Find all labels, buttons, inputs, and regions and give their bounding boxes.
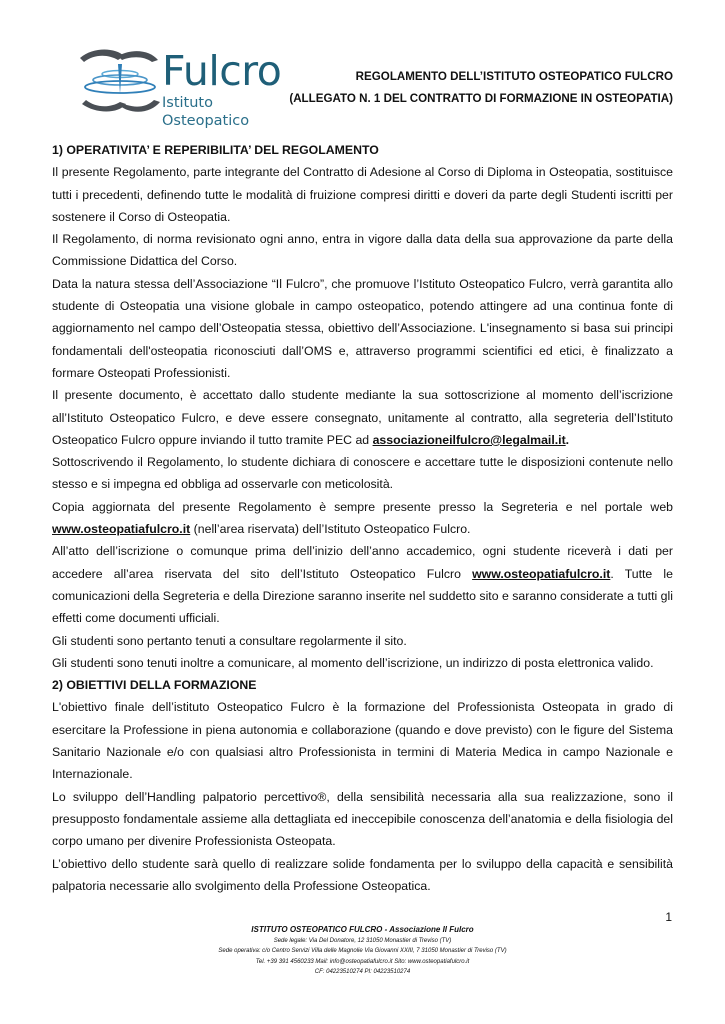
- paragraph-text: . Tutte le comunicazioni della Segreteria e della Direzione saranno inserite nel suddetto sito e saranno considerate a tutti gli effetti come documenti ufficiali.: [52, 566, 673, 626]
- document-title-line1: REGOLAMENTO DELL’ISTITUTO OSTEOPATICO FULCRO: [355, 70, 673, 83]
- footer-line: Tel. +39 391 4560233 Mail: info@osteopatiafulcro.it Sito: www.osteopatiafulcro.it: [255, 958, 470, 965]
- pec-email-link[interactable]: associazioneilfulcro@legalmail.it: [372, 432, 566, 447]
- section2-paragraph: Lo sviluppo dell’Handling palpatorio percettivo®, della sensibilità necessaria alla sua realizzazione, sono il presupposto fondamentale assieme alla dettagliata ed ineccepibile conoscenza dell’anatomia e della fisiologia del corpo umano per divenire Professionista Osteopata.: [52, 789, 673, 849]
- section2-heading: 2) OBIETTIVI DELLA FORMAZIONE: [52, 678, 257, 693]
- footer-title: ISTITUTO OSTEOPATICO FULCRO - Associazione Il Fulcro: [251, 925, 474, 934]
- section1-paragraph: Il Regolamento, di norma revisionato ogni anno, entra in vigore dalla data della sua approvazione da parte della Commissione Didattica del Corso.: [52, 232, 673, 269]
- section1-paragraph: [52, 496, 673, 541]
- logo: [78, 44, 283, 129]
- footer-line: Sede legale: Via Del Donatore, 12 31050 Monastier di Treviso (TV): [273, 937, 452, 944]
- section1-heading: 1) OPERATIVITA’ E REPERIBILITA’ DEL REGOLAMENTO: [52, 143, 379, 157]
- paragraph-text: Il presente documento, è accettato dallo studente mediante la sua sottoscrizione al momento dell’iscrizione all’Istituto Osteopatico Fulcro, e deve essere consegnato, unitamente al contratto, alla segreteria dell’Istituto Osteopatico Fulcro oppure inviando il tutto tramite PEC ad: [52, 388, 673, 447]
- section1-paragraph: Data la natura stessa dell’Associazione “Il Fulcro”, che promuove l’Istituto Osteopatico Fulcro, verrà garantita allo studente di Osteopatia una visione globale in campo osteopatico, potendo attingere ad una continua fonte di aggiornamento nel campo dell’Osteopatia stessa, obiettivo dell’Associazione. L'insegnamento si basa sui principi fondamentali dell'osteopatia riconosciuti dall’OMS e, attraverso programmi scientifici ed etici, è finalizzato a formare Osteopati Professionisti.: [52, 276, 673, 380]
- hands-water-icon: [78, 44, 162, 122]
- section1-paragraph: Sottoscrivendo il Regolamento, lo studente dichiara di conoscere e accettare tutte le disposizioni contenute nello stesso e si impegna ed obbliga ad osservarle con meticolosità.: [52, 455, 673, 492]
- section1-paragraph: [52, 384, 673, 451]
- document-body: [52, 139, 673, 897]
- section1-paragraph: Gli studenti sono pertanto tenuti a consultare regolarmente il sito.: [52, 633, 407, 648]
- footer: [0, 925, 725, 978]
- paragraph-text: (nell’area riservata) dell’Istituto Osteopatico Fulcro.: [190, 522, 471, 537]
- website-link[interactable]: www.osteopatiafulcro.it: [52, 522, 191, 537]
- paragraph-text: Copia aggiornata del presente Regolamento è sempre presente presso la Segreteria e nel portale web: [52, 499, 673, 514]
- section1-paragraph: [52, 540, 673, 629]
- paragraph-text: .: [565, 432, 570, 447]
- section2-paragraph: L'obiettivo finale dell’istituto Osteopatico Fulcro è la formazione del Professionista Osteopata in grado di esercitare la Professione in piena autonomia e collaborazione (quando e dove previsto) con le figure del Sistema Sanitario Nazionale e/o con qualsiasi altro Professionista in termini di Materia Medica in campo Nazionale e Internazionale.: [52, 700, 673, 782]
- page-number: 1: [665, 910, 672, 924]
- logo-subtitle: Istituto Osteopatico: [162, 95, 250, 129]
- paragraph-text: All’atto dell’iscrizione o comunque prima dell’inizio dell’anno accademico, ogni studente riceverà i dati per accedere all’area riservata del sito dell’Istituto Osteopatico Fulcro: [52, 544, 673, 581]
- section1-paragraph: Gli studenti sono tenuti inoltre a comunicare, al momento dell’iscrizione, un indirizzo di posta elettronica valido.: [52, 655, 654, 670]
- logo-wordmark: Fulcro: [162, 47, 282, 95]
- section1-paragraph: Il presente Regolamento, parte integrante del Contratto di Adesione al Corso di Diploma in Osteopatia, sostituisce tutti i precedenti, definendo tutte le modalità di fruizione compresi diritti e doveri da parte degli Studenti iscritti per sostenere il Corso di Osteopatia.: [52, 165, 673, 224]
- footer-line: CF: 04223510274 PI: 04223510274: [314, 969, 411, 975]
- section2-paragraph: L’obiettivo dello studente sarà quello di realizzare solide fondamenta per lo sviluppo della capacità e sensibilità palpatoria necessarie allo svolgimento della Professione Osteopatica.: [52, 856, 673, 893]
- document-title-line2: (ALLEGATO N. 1 DEL CONTRATTO DI FORMAZIONE IN OSTEOPATIA): [289, 92, 673, 105]
- footer-line: Sede operativa: c/o Centro Servizi Villa delle Magnolie Via Giovanni XXIII, 7 31050 Monastier di Treviso (TV): [218, 948, 507, 954]
- document-title: [289, 66, 673, 110]
- website-link[interactable]: www.osteopatiafulcro.it: [472, 566, 611, 581]
